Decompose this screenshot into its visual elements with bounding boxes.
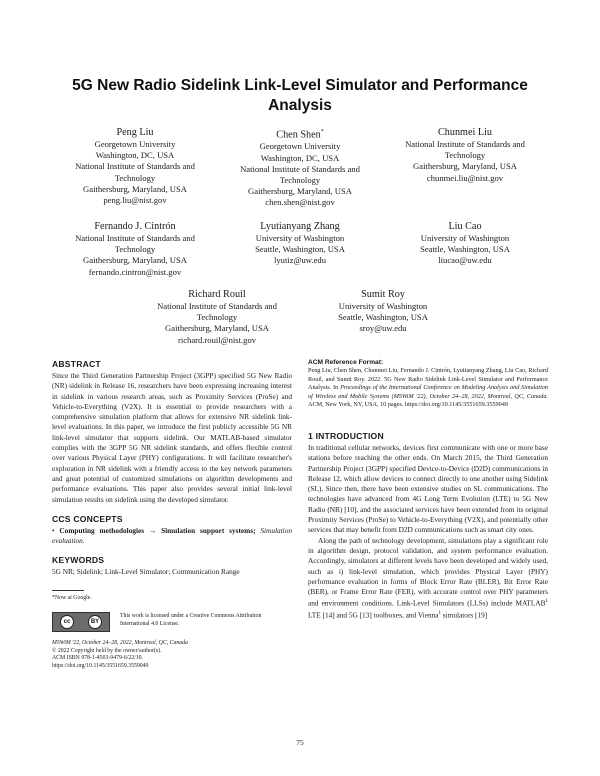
author-affiliation: Gaithersburg, Maryland, USA <box>165 323 269 334</box>
author-email: peng.liu@nist.gov <box>103 195 167 206</box>
author-affiliation: National Institute of Standards and <box>75 233 195 243</box>
author-affiliation: Technology <box>114 172 156 183</box>
footnote-mark: 1 <box>545 599 548 605</box>
acm-reference <box>308 367 548 410</box>
author-name: Lyutianyang Zhang <box>260 221 340 232</box>
author-affiliation: Seattle, Washington, USA <box>338 312 428 323</box>
author-email: lyutiz@uw.edu <box>274 255 326 266</box>
author-name-text: Chen Shen <box>276 129 321 141</box>
acm-ref-heading: ACM Reference Format: <box>308 359 384 366</box>
doi-link[interactable]: https://doi.org/10.1145/3551659.3559049 <box>52 663 149 670</box>
author-block <box>40 126 230 206</box>
author-affiliation: National Institute of Standards and <box>157 301 277 311</box>
ccs-concepts <box>52 526 292 547</box>
ccs-concept-main: Computing methodologies → Simulation support systems; <box>59 525 256 535</box>
page-title: 5G New Radio Sidelink Link-Level Simulator and Performance Analysis <box>72 77 528 114</box>
author-name: Chunmei Liu <box>437 127 493 138</box>
author-name <box>205 126 395 141</box>
author-block <box>370 220 560 267</box>
ccs-bullet: • <box>52 525 55 535</box>
author-footnote: *Now at Google. <box>52 594 92 601</box>
intro-paragraph: In traditional cellular networks, devices first communicate with one or more base stations before reaching the other ends. On March 2015, the Third Generation Partnership Project (3GPP) specified Device-to-Device (D2D) communications in Release 12, which allow devices to connect directly to one another using Sidelink (SL). Since then, there have been extensive studies on SL communications. The technologies have advanced from 4G Long Term Evolution (LTE) to 5G New Radio (NR) [10], and the associated services have been extended from its original Proximity Services (ProSe) to Vehicle-to-Everything (V2X), and potentially other services that may benefit from D2D communications such as smart city ones. <box>308 442 548 535</box>
intro-text: LTE [14] and 5G [13] toolboxes, and Vienna <box>308 610 439 620</box>
license-row <box>52 612 292 632</box>
cc-icon: cc <box>60 615 74 629</box>
author-block <box>205 126 395 209</box>
author-email: liucao@uw.edu <box>438 255 492 266</box>
author-name: Peng Liu <box>116 127 154 138</box>
author-affiliation: Seattle, Washington, USA <box>255 244 345 255</box>
author-affiliation: Technology <box>444 150 486 161</box>
author-affiliation: Washington, DC, USA <box>95 150 175 161</box>
author-affiliation: Technology <box>114 244 156 255</box>
left-column <box>52 358 292 671</box>
author-affiliation: Georgetown University <box>94 139 176 149</box>
author-email: fernando.cintron@nist.gov <box>88 266 182 277</box>
author-affiliation: National Institute of Standards and <box>405 139 525 149</box>
author-affiliation: Gaithersburg, Maryland, USA <box>83 255 187 266</box>
author-affiliation: University of Washington <box>255 233 345 243</box>
license-line: International 4.0 License. <box>120 620 180 627</box>
author-affiliation: Gaithersburg, Maryland, USA <box>83 183 187 194</box>
author-email: chunmei.liu@nist.gov <box>426 172 504 183</box>
venue: MSWiM '22, October 24–28, 2022, Montreal, QC, Canada <box>52 639 188 646</box>
author-affiliation: University of Washington <box>338 301 428 311</box>
author-email: richard.rouil@nist.gov <box>177 334 257 345</box>
author-block <box>370 126 560 184</box>
by-icon: BY <box>88 615 102 629</box>
ccs-concept-sub: Simulation evaluation. <box>52 525 292 546</box>
author-name: Sumit Roy <box>361 289 405 300</box>
license-text <box>120 612 261 628</box>
author-email: sroy@uw.edu <box>359 323 407 334</box>
ccs-heading: CCS CONCEPTS <box>52 513 123 524</box>
publication-info <box>52 640 292 671</box>
footnote-mark: 1 <box>438 611 441 617</box>
author-name: Liu Cao <box>448 221 482 232</box>
author-block <box>288 288 478 335</box>
intro-text: simulators [19] <box>440 610 488 620</box>
author-affiliation: Gaithersburg, Maryland, USA <box>413 161 517 172</box>
author-affiliation: University of Washington <box>420 233 510 243</box>
author-affiliation: Seattle, Washington, USA <box>420 244 510 255</box>
author-affiliation: Georgetown University <box>259 141 341 152</box>
footnote-divider <box>52 590 84 591</box>
author-affiliation: Washington, DC, USA <box>260 152 340 163</box>
intro-paragraph <box>308 536 548 621</box>
abstract-text: Since the Third Generation Partnership Project (3GPP) specified 5G New Radio (NR) sidelink in Release 16, researchers have been expressing increasing interest in sidelink in various research areas, such as Proximity Services (ProSe) and Vehicle-to-Everything (V2X). It is essential to provide researchers with a comprehensive simulation platform that allows for extensive NR sidelink link-level evaluations. In this paper, we introduce the first publicly accessible 5G NR link-level simulator that supports sidelink. Our MATLAB-based simulator complies with the 3GPP 5G NR sidelink standards, and offers flexible control over various Physical Layer (PHY) configurations. It will facilitate researcher's exploration in NR sidelink with a friendly access to the key network parameters and great potential of customized simulations on algorithm developments and performance evaluations. This paper also provides several initial link-level simulation results on sidelink using the developed simulator. <box>52 371 292 504</box>
keywords-heading: KEYWORDS <box>52 555 105 566</box>
acm-ref-proceedings: Proceedings of the International Conference on Modeling Analysis and Simulation of Wireless and Mobile Systems (MSWiM '22), October 24–28, 2022, Montreal, QC, Canada. <box>308 384 548 400</box>
copyright: © 2022 Copyright held by the owner/author(s). <box>52 647 162 654</box>
acm-ref-tail: ACM, New York, NY, USA, 10 pages. https://doi.org/10.1145/3551659.3559049 <box>308 401 508 409</box>
author-affiliation: Technology <box>279 175 321 185</box>
author-affiliation: National Institute of Standards and <box>240 163 360 174</box>
author-affiliation: Technology <box>196 312 238 323</box>
author-block <box>205 220 395 267</box>
author-footnote-mark: * <box>320 129 324 135</box>
author-block <box>122 288 312 346</box>
author-name: Fernando J. Cintrón <box>94 221 176 232</box>
intro-text: Along the path of technology development, simulations play a significant role in algorithm design, protocol validation, and system performance evaluation. Accordingly, simulators at different levels have been developed and widely used, such as i) link-level simulation, which provides Physical Layer (PHY) performance evaluation in forms of Block Error Rate (BLER), Bit Error Rate (BER), or Frame Error Rate (FER), with accurate control over PHY parameters and environment conditions. Link-Level Simulators (LLSs) include MATLAB <box>308 535 548 608</box>
page-number: 75 <box>296 738 304 747</box>
isbn: ACM ISBN 978-1-4503-9479-6/22/10. <box>52 655 143 662</box>
keywords-text: 5G NR; Sidelink; Link-Level Simulator; Communication Range <box>52 567 240 577</box>
author-block <box>40 220 230 278</box>
right-column <box>308 358 548 621</box>
cc-license-badge <box>52 612 110 632</box>
license-line: This work is licensed under a Creative Commons Attribution <box>120 612 262 619</box>
acm-ref-authors: Peng Liu, Chen Shen, Chunmei Liu, Fernando J. Cintrón, Lyutianyang Zhang, Liu Cao, Richard Rouil, and Sumit Roy. 2022. 5G New Radio Sidelink Link-Level Simulator and Performance Analysis. In <box>308 367 548 392</box>
abstract-heading: ABSTRACT <box>52 359 101 369</box>
author-email: chen.shen@nist.gov <box>265 197 335 208</box>
author-affiliation: Gaithersburg, Maryland, USA <box>248 186 352 197</box>
author-name: Richard Rouil <box>188 289 246 300</box>
author-affiliation: National Institute of Standards and <box>75 161 195 172</box>
intro-heading: 1 INTRODUCTION <box>308 430 384 441</box>
